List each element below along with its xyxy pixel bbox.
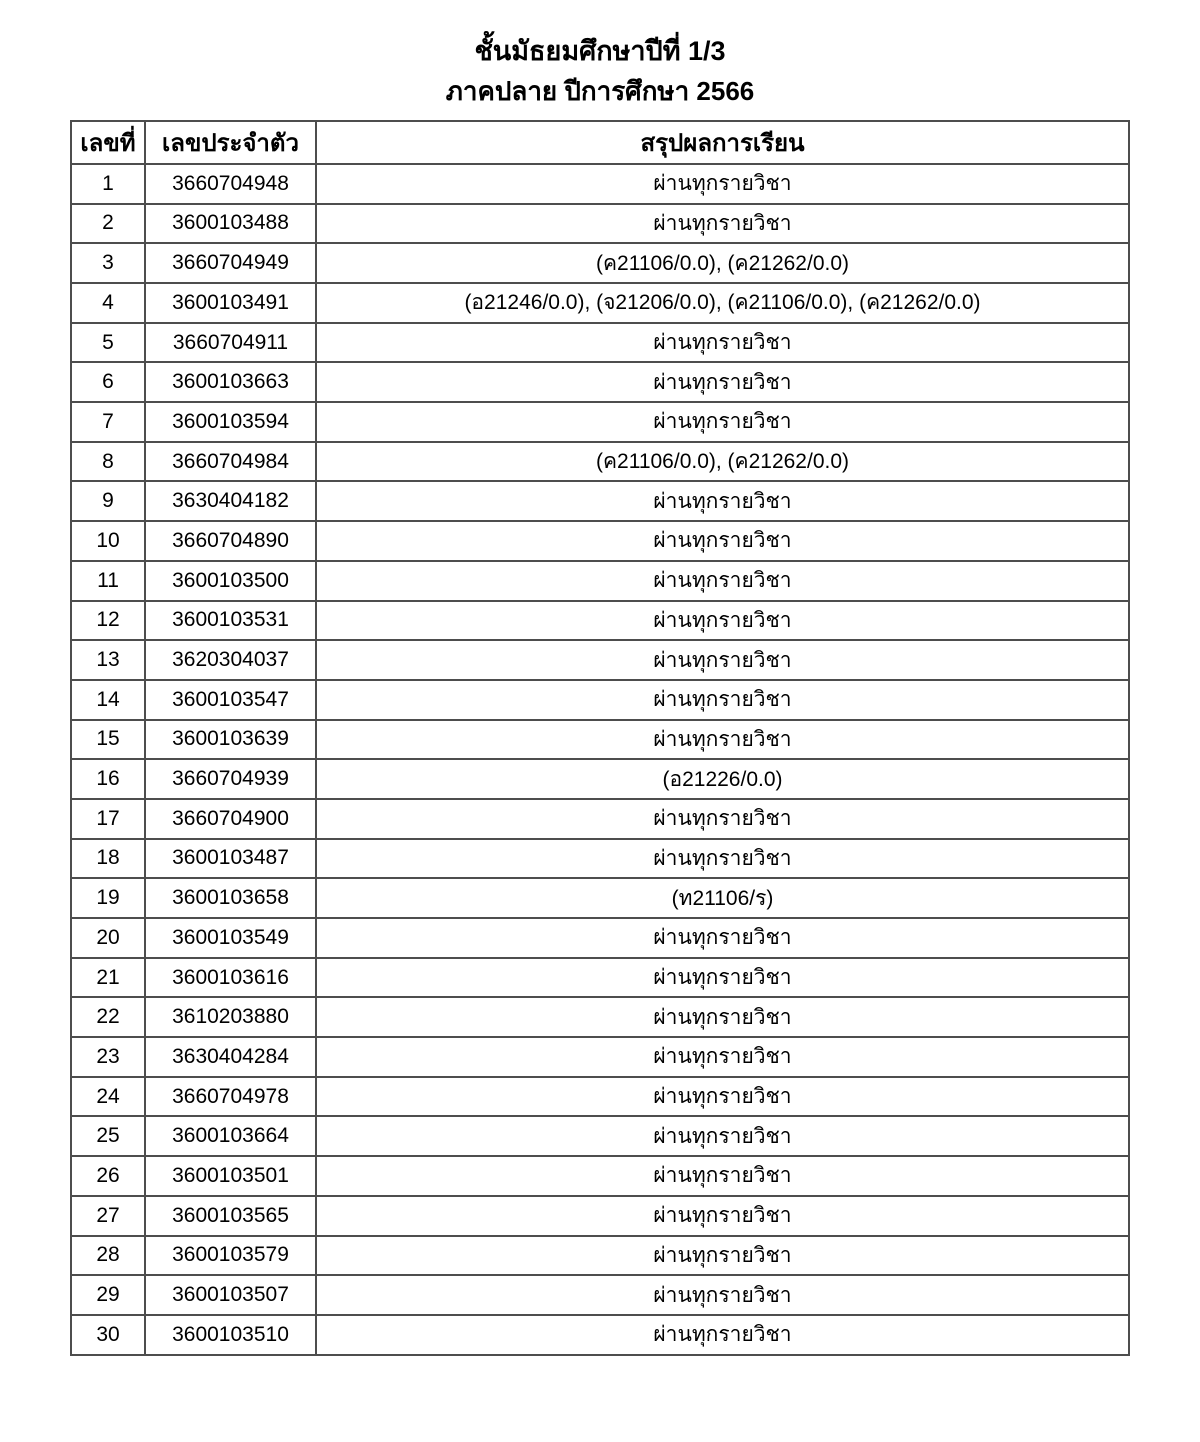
- row-number-cell: 1: [71, 164, 145, 204]
- student-id-cell: 3660704984: [145, 442, 316, 482]
- table-row: [71, 720, 1129, 760]
- result-summary-cell: ผ่านทุกรายวิชา: [316, 521, 1129, 561]
- student-id-cell: 3600103501: [145, 1156, 316, 1196]
- row-number-cell: 8: [71, 442, 145, 482]
- row-number-cell: 5: [71, 323, 145, 363]
- row-number-cell: 9: [71, 481, 145, 521]
- col-header-result-summary: สรุปผลการเรียน: [316, 121, 1129, 164]
- row-number-cell: 23: [71, 1037, 145, 1077]
- table-row: [71, 481, 1129, 521]
- student-id-cell: 3600103491: [145, 283, 316, 323]
- table-row: [71, 561, 1129, 601]
- row-number-cell: 6: [71, 362, 145, 402]
- student-id-cell: 3600103565: [145, 1196, 316, 1236]
- result-summary-cell: ผ่านทุกรายวิชา: [316, 958, 1129, 998]
- row-number-cell: 29: [71, 1275, 145, 1315]
- student-id-cell: 3600103547: [145, 680, 316, 720]
- student-id-cell: 3600103594: [145, 402, 316, 442]
- table-row: [71, 243, 1129, 283]
- table-row: [71, 997, 1129, 1037]
- result-summary-cell: ผ่านทุกรายวิชา: [316, 402, 1129, 442]
- row-number-cell: 22: [71, 997, 145, 1037]
- row-number-cell: 13: [71, 640, 145, 680]
- result-summary-cell: ผ่านทุกรายวิชา: [316, 1156, 1129, 1196]
- result-summary-cell: (ค21106/0.0), (ค21262/0.0): [316, 442, 1129, 482]
- table-row: [71, 1037, 1129, 1077]
- table-row: [71, 680, 1129, 720]
- table-row: [71, 1315, 1129, 1355]
- row-number-cell: 26: [71, 1156, 145, 1196]
- student-id-cell: 3600103507: [145, 1275, 316, 1315]
- table-row: [71, 323, 1129, 363]
- result-summary-cell: ผ่านทุกรายวิชา: [316, 640, 1129, 680]
- page-subtitle: ภาคปลาย ปีการศึกษา 2566: [445, 76, 755, 107]
- row-number-cell: 18: [71, 839, 145, 879]
- table-row: [71, 442, 1129, 482]
- result-summary-cell: ผ่านทุกรายวิชา: [316, 997, 1129, 1037]
- student-id-cell: 3600103663: [145, 362, 316, 402]
- table-row: [71, 1275, 1129, 1315]
- row-number-cell: 10: [71, 521, 145, 561]
- result-summary-cell: ผ่านทุกรายวิชา: [316, 1315, 1129, 1355]
- col-header-no: เลขที่: [71, 121, 145, 164]
- student-id-cell: 3630404182: [145, 481, 316, 521]
- result-summary-cell: ผ่านทุกรายวิชา: [316, 1275, 1129, 1315]
- result-summary-cell: ผ่านทุกรายวิชา: [316, 323, 1129, 363]
- row-number-cell: 4: [71, 283, 145, 323]
- table-row: [71, 958, 1129, 998]
- row-number-cell: 20: [71, 918, 145, 958]
- result-summary-cell: ผ่านทุกรายวิชา: [316, 839, 1129, 879]
- result-summary-cell: ผ่านทุกรายวิชา: [316, 1077, 1129, 1117]
- row-number-cell: 28: [71, 1236, 145, 1276]
- row-number-cell: 21: [71, 958, 145, 998]
- result-summary-cell: ผ่านทุกรายวิชา: [316, 601, 1129, 641]
- row-number-cell: 14: [71, 680, 145, 720]
- row-number-cell: 30: [71, 1315, 145, 1355]
- table-row: [71, 283, 1129, 323]
- student-id-cell: 3630404284: [145, 1037, 316, 1077]
- student-id-cell: 3600103639: [145, 720, 316, 760]
- table-row: [71, 1156, 1129, 1196]
- student-id-cell: 3660704911: [145, 323, 316, 363]
- result-summary-cell: (ท21106/ร): [316, 878, 1129, 918]
- student-id-cell: 3610203880: [145, 997, 316, 1037]
- result-summary-cell: (อ21226/0.0): [316, 759, 1129, 799]
- result-summary-cell: ผ่านทุกรายวิชา: [316, 164, 1129, 204]
- student-id-cell: 3660704948: [145, 164, 316, 204]
- result-summary-cell: ผ่านทุกรายวิชา: [316, 561, 1129, 601]
- student-id-cell: 3600103500: [145, 561, 316, 601]
- table-row: [71, 601, 1129, 641]
- result-summary-cell: (อ21246/0.0), (จ21206/0.0), (ค21106/0.0), (ค21262/0.0): [316, 283, 1129, 323]
- result-summary-cell: ผ่านทุกรายวิชา: [316, 481, 1129, 521]
- row-number-cell: 25: [71, 1116, 145, 1156]
- col-header-student-id: เลขประจำตัว: [145, 121, 316, 164]
- table-row: [71, 1077, 1129, 1117]
- result-summary-cell: ผ่านทุกรายวิชา: [316, 1236, 1129, 1276]
- student-id-cell: 3600103549: [145, 918, 316, 958]
- table-row: [71, 1236, 1129, 1276]
- row-number-cell: 11: [71, 561, 145, 601]
- table-row: [71, 799, 1129, 839]
- student-id-cell: 3600103487: [145, 839, 316, 879]
- row-number-cell: 7: [71, 402, 145, 442]
- result-summary-cell: ผ่านทุกรายวิชา: [316, 1037, 1129, 1077]
- student-id-cell: 3620304037: [145, 640, 316, 680]
- grades-table: [70, 120, 1130, 1356]
- page-title: ชั้นมัธยมศึกษาปีที่ 1/3: [474, 36, 726, 66]
- table-row: [71, 1196, 1129, 1236]
- row-number-cell: 16: [71, 759, 145, 799]
- row-number-cell: 3: [71, 243, 145, 283]
- student-id-cell: 3660704939: [145, 759, 316, 799]
- result-summary-cell: (ค21106/0.0), (ค21262/0.0): [316, 243, 1129, 283]
- result-summary-cell: ผ่านทุกรายวิชา: [316, 362, 1129, 402]
- table-row: [71, 402, 1129, 442]
- table-row: [71, 640, 1129, 680]
- table-row: [71, 759, 1129, 799]
- student-id-cell: 3600103616: [145, 958, 316, 998]
- table-row: [71, 1116, 1129, 1156]
- student-id-cell: 3600103510: [145, 1315, 316, 1355]
- student-id-cell: 3660704978: [145, 1077, 316, 1117]
- student-id-cell: 3600103664: [145, 1116, 316, 1156]
- table-row: [71, 164, 1129, 204]
- student-id-cell: 3600103531: [145, 601, 316, 641]
- result-summary-cell: ผ่านทุกรายวิชา: [316, 204, 1129, 244]
- row-number-cell: 24: [71, 1077, 145, 1117]
- header-row: [71, 121, 1129, 164]
- result-summary-cell: ผ่านทุกรายวิชา: [316, 799, 1129, 839]
- student-id-cell: 3660704949: [145, 243, 316, 283]
- row-number-cell: 27: [71, 1196, 145, 1236]
- student-id-cell: 3660704900: [145, 799, 316, 839]
- table-row: [71, 204, 1129, 244]
- row-number-cell: 15: [71, 720, 145, 760]
- row-number-cell: 17: [71, 799, 145, 839]
- student-id-cell: 3660704890: [145, 521, 316, 561]
- result-summary-cell: ผ่านทุกรายวิชา: [316, 720, 1129, 760]
- row-number-cell: 12: [71, 601, 145, 641]
- result-summary-cell: ผ่านทุกรายวิชา: [316, 918, 1129, 958]
- student-id-cell: 3600103658: [145, 878, 316, 918]
- student-id-cell: 3600103488: [145, 204, 316, 244]
- row-number-cell: 19: [71, 878, 145, 918]
- table-body: [71, 164, 1129, 1355]
- result-summary-cell: ผ่านทุกรายวิชา: [316, 680, 1129, 720]
- table-row: [71, 918, 1129, 958]
- table-row: [71, 362, 1129, 402]
- result-summary-cell: ผ่านทุกรายวิชา: [316, 1116, 1129, 1156]
- table-row: [71, 878, 1129, 918]
- row-number-cell: 2: [71, 204, 145, 244]
- table-row: [71, 839, 1129, 879]
- table-row: [71, 521, 1129, 561]
- result-summary-cell: ผ่านทุกรายวิชา: [316, 1196, 1129, 1236]
- student-id-cell: 3600103579: [145, 1236, 316, 1276]
